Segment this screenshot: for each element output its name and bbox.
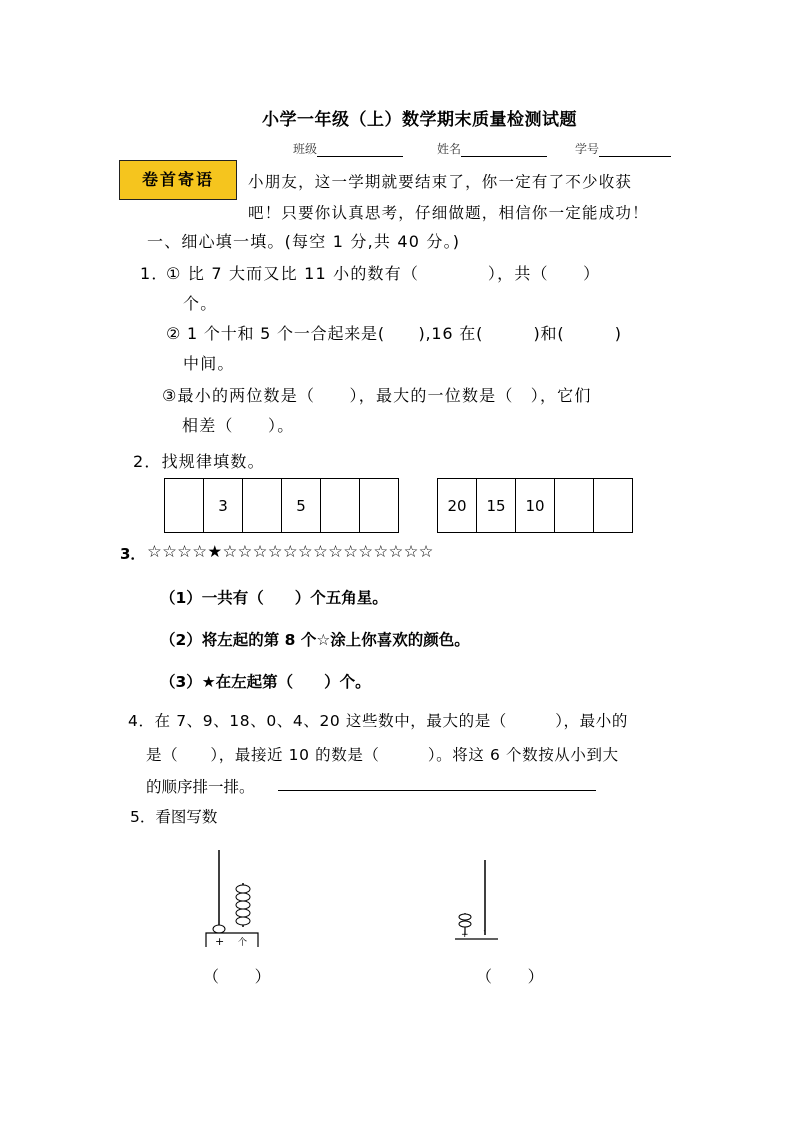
svg-text:+: + — [461, 930, 469, 940]
q3-sub-2: （2）将左起的第 8 个☆涂上你喜欢的颜色。 — [160, 631, 470, 649]
intro-line-1: 小朋友，这一学期就要结束了，你一定有了不少收获 — [248, 173, 633, 191]
q4-line-1: 4．在 7、9、18、0、4、20 这些数中，最大的是（ ），最小的 — [128, 712, 628, 730]
seq2-cell: 15 — [477, 479, 516, 533]
q4-line-3: 的顺序排一排。 — [146, 778, 255, 796]
id-label: 学号 — [575, 142, 600, 156]
q3-sub-1: （1）一共有（ ）个五角星。 — [160, 589, 388, 607]
q1a-line-2: 个。 — [183, 294, 218, 313]
q3-number: 3． — [120, 545, 146, 563]
seq1-cell[interactable] — [321, 479, 360, 533]
name-field[interactable] — [437, 140, 547, 157]
abacus-2 — [450, 855, 510, 945]
seq2-cell[interactable] — [555, 479, 594, 533]
intro-line-2: 吧！只要你认真思考，仔细做题，相信你一定能成功！ — [248, 204, 649, 222]
abacus-1-ones-label: 个 — [238, 938, 248, 948]
seq1-cell[interactable] — [360, 479, 399, 533]
seq1-cell[interactable] — [243, 479, 282, 533]
abacus-1-answer[interactable]: （ ） — [203, 967, 272, 986]
id-field[interactable] — [575, 140, 671, 157]
sequence-table-2 — [437, 478, 633, 533]
q1c-line-2: 相差（ ）。 — [182, 416, 295, 435]
q3-sub-3: （3）★在左起第（ ）个。 — [160, 673, 371, 691]
class-blank[interactable] — [317, 144, 403, 157]
seq2-cell[interactable] — [594, 479, 633, 533]
abacus-1-tens-label: + — [215, 935, 225, 948]
q1a-line-1: ① 比 7 大而又比 11 小的数有（ ），共（ ） — [166, 264, 601, 283]
section-1-heading: 一、细心填一填。(每空 1 分,共 40 分。) — [147, 232, 461, 251]
intro-badge: 卷首寄语 — [119, 160, 237, 200]
abacus-2-answer[interactable]: （ ） — [476, 967, 545, 986]
name-label: 姓名 — [437, 142, 462, 156]
q1-number: 1． — [140, 264, 169, 283]
seq1-cell: 5 — [282, 479, 321, 533]
svg-text:ˋ: ˋ — [483, 930, 487, 939]
seq2-cell: 10 — [516, 479, 555, 533]
q5-label: 5．看图写数 — [130, 808, 218, 826]
page-title: 小学一年级（上）数学期末质量检测试题 — [262, 110, 577, 130]
seq1-cell: 3 — [204, 479, 243, 533]
seq1-cell[interactable] — [165, 479, 204, 533]
class-label: 班级 — [293, 142, 318, 156]
q1c-line-1: ③最小的两位数是（ ），最大的一位数是（ ），它们 — [162, 386, 592, 405]
q4-answer-line[interactable] — [278, 790, 596, 791]
abacus-1 — [200, 845, 266, 950]
q4-line-2: 是（ ），最接近 10 的数是（ ）。将这 6 个数按从小到大 — [146, 746, 619, 764]
q1b-line-2: 中间。 — [183, 354, 235, 373]
seq2-cell: 20 — [438, 479, 477, 533]
sequence-table-1 — [164, 478, 399, 533]
q1b-line-1: ② 1 个十和 5 个一合起来是( ),16 在( )和( ) — [166, 324, 622, 343]
id-blank[interactable] — [599, 144, 671, 157]
name-blank[interactable] — [461, 144, 547, 157]
q2-label: 2．找规律填数。 — [133, 452, 265, 471]
class-field[interactable] — [293, 140, 403, 157]
q3-stars-row: ☆☆☆☆★☆☆☆☆☆☆☆☆☆☆☆☆☆☆ — [147, 542, 434, 561]
